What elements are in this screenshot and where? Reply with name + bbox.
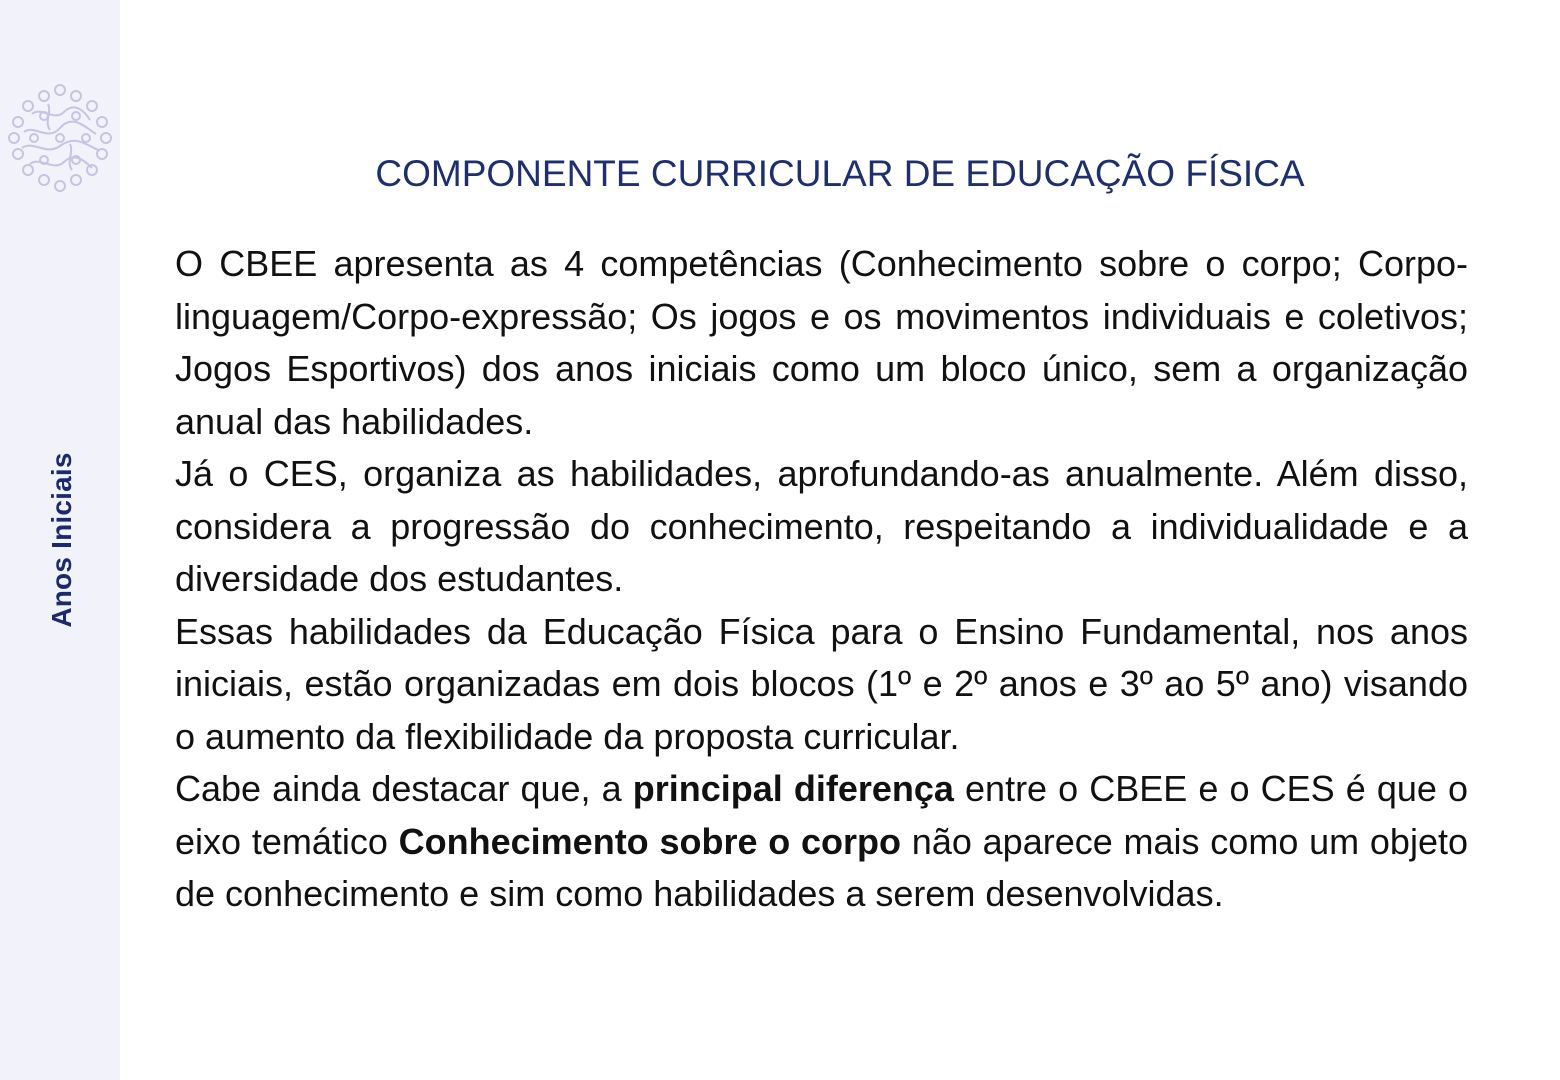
paragraph-4: [175, 763, 1468, 921]
paragraph-3: Essas habilidades da Educação Física para o Ensino Fundamental, nos anos iniciais, estão organizadas em dois blocos (1º e 2º anos e 3º ao 5º ano) visando o aumento da flexibilidade da proposta curricular.: [175, 610, 1468, 757]
interlinked-circles-logo-icon: [4, 82, 116, 194]
paragraph-4-part-2: entre o CBEE e o CES é que o eixo temático: [175, 768, 1468, 862]
highlight-conhecimento-sobre-o-corpo: Conhecimento sobre o corpo: [398, 820, 902, 862]
highlight-principal-diferenca: principal diferença: [632, 768, 954, 809]
section-label: Anos Iniciais: [46, 452, 77, 628]
paragraph-2: Já o CES, organiza as habilidades, aprofundando-as anualmente. Além disso, considera a progressão do conhecimento, respeitando a individualidade e a diversidade dos estudantes.: [175, 453, 1468, 599]
slide-body: [175, 238, 1468, 921]
paragraph-1: O CBEE apresenta as 4 competências (Conhecimento sobre o corpo; Corpo-linguagem/Corpo-expressão; Os jogos e os movimentos individuais e coletivos; Jogos Esportivos) dos anos iniciais como um bloco único, sem a organização anual das habilidades.: [175, 243, 1468, 442]
paragraph-4-part-3: não aparece mais como um objeto de conhecimento e sim como habilidades a serem desenvolvidas.: [175, 820, 1468, 914]
sidebar: [0, 0, 120, 1080]
paragraph-4-part-1: Cabe ainda destacar que, a: [175, 768, 633, 809]
slide-title: COMPONENTE CURRICULAR DE EDUCAÇÃO FÍSICA: [375, 153, 1305, 194]
